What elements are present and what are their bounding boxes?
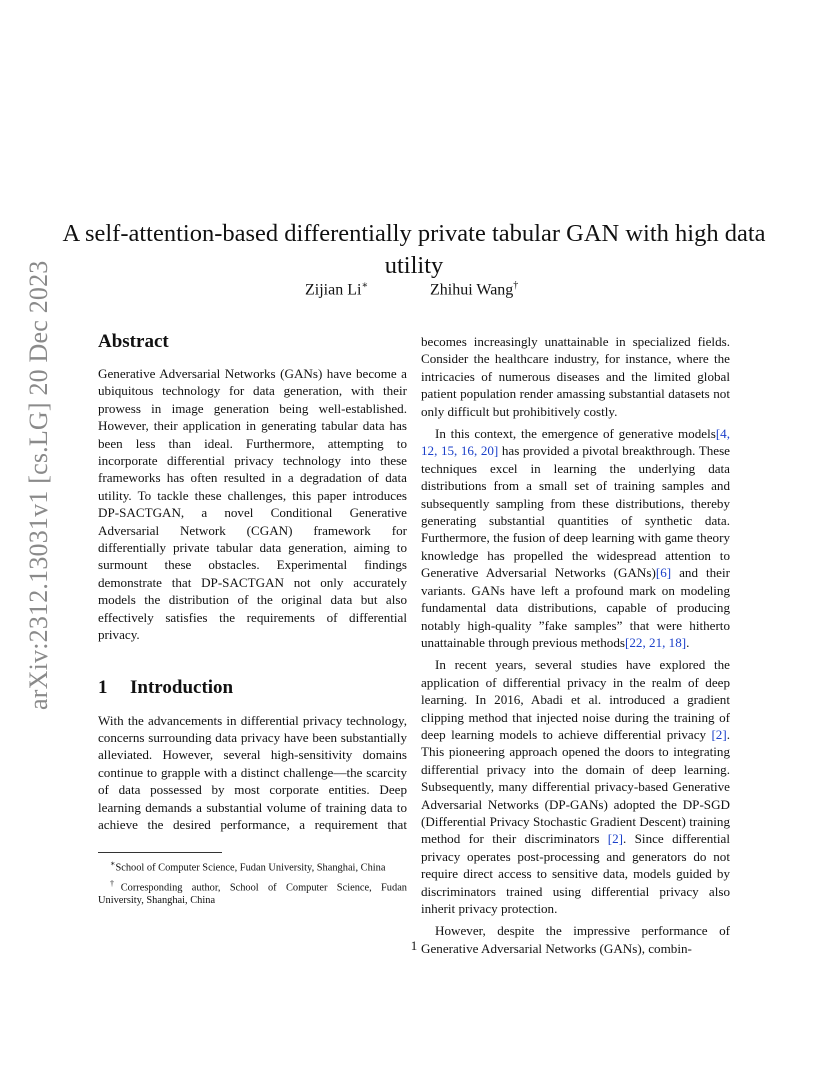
citation-link[interactable]: [2] [711, 726, 727, 742]
citation-link[interactable]: [22, 21, 18] [625, 634, 687, 650]
paragraph-text: has provided a pivotal breakthrough. These techniques excel in learning the underlying data distributions from a small set of training samples and subsequently sampling from these distributions, thereby generating substantial quantities of synthetic data. Furthermore, the fusion of deep learning with game theory knowledge has propelled the widespread attention to Generative Adversarial Networks (GANs) [421, 443, 730, 581]
author-list [0, 280, 828, 304]
abstract-text: Generative Adversarial Networks (GANs) have become a ubiquitous technology for data generation, with their prowess in image generation being well-established. However, their application in generating tabular data has been less than ideal. Furthermore, attempting to incorporate differential privacy technology into these frameworks has often resulted in a degradation of data utility. To tackle these challenges, this paper introduces DP-SACTGAN, a novel Conditional Generative Adversarial Network (CGAN) framework for differentially private tabular data generation, aiming to surmount these obstacles. Experimental findings demonstrate that DP-SACTGAN not only accurately models the distribution of the original data but also effectively satisfies the requirements of differential privacy. [98, 366, 407, 643]
citation-link[interactable]: [6] [655, 565, 672, 581]
author-1 [305, 280, 368, 299]
author-2 [430, 280, 518, 299]
author-name: Zijian Li [305, 281, 362, 299]
right-column [421, 333, 730, 957]
intro-paragraph-3 [421, 656, 730, 917]
author-footnote-mark: ∗ [361, 280, 369, 291]
arxiv-identifier: arXiv:2312.13031v1 [cs.LG] 20 Dec 2023 [24, 260, 53, 710]
citation-link[interactable]: [2] [607, 831, 624, 847]
footnote-mark: † [110, 878, 121, 888]
paragraph-text: and their variants. GANs have left a profound mark on modeling fundamental data distributions, capable of producing notably high-quality ”fake samples” that were hitherto unattainable through previous methods [421, 565, 730, 650]
author-footnote-mark: † [513, 280, 519, 291]
intro-paragraph-4: However, despite the impressive performance of Generative Adversarial Networks (GANs), combin- [421, 923, 730, 956]
footnote-1 [98, 857, 407, 875]
section-heading-introduction [98, 676, 407, 700]
abstract-heading: Abstract [98, 331, 169, 352]
page-number: 1 [410, 938, 418, 953]
paragraph-text: . This pioneering approach opened the doors to integrating differential privacy into the domain of deep learning. Subsequently, many differential privacy-based Generative Adversarial Networks (DP-GANs) adopted the DP-SGD (Differential Privacy Stochastic Gradient Descent) training method for their discriminators [421, 726, 730, 847]
paragraph-text: In this context, the emergence of generative models [435, 426, 716, 442]
footnote-divider [98, 852, 222, 853]
section-number: 1 [98, 676, 108, 698]
footnotes [98, 852, 407, 910]
citation-link[interactable]: [4, 12, 15, 16, 20] [421, 426, 730, 459]
footnote-mark: ∗ [110, 859, 116, 868]
intro-paragraph-1: With the advancements in differential privacy technology, concerns surrounding data privacy have been substantially alleviated. However, several high-sensitivity domains continue to grapple with a distinct challenge—the scarcity of data possessed by most corporate entities. Deep learning demands a substantial volume of training data to achieve the desired performance, a requirement that [98, 712, 407, 832]
intro-paragraph-1-continued: becomes increasingly unattainable in specialized fields. Consider the healthcare industry, for instance, where the intricacies of numerous diseases and the limited global patient population render amassing substantial datasets not only difficult but prohibitively costly. [421, 334, 730, 419]
footnote-2 [98, 877, 407, 908]
paper-title: A self-attention-based differentially private tabular GAN with high data utility [62, 220, 766, 280]
intro-paragraph-2 [421, 425, 730, 651]
footnote-text: Corresponding author, School of Computer Science, Fudan University, Shanghai, China [98, 882, 407, 907]
paragraph-text: . [686, 634, 690, 650]
left-column [98, 330, 407, 833]
section-title: Introduction [130, 676, 234, 698]
author-name: Zhihui Wang [430, 281, 514, 299]
paragraph-text: In recent years, several studies have explored the application of differential privacy in the realm of deep learning. In 2016, Abadi et al. introduced a gradient clipping method that injected noise during the training of deep learning models to achieve differential privacy [421, 657, 730, 742]
footnote-text: School of Computer Science, Fudan University, Shanghai, China [115, 862, 386, 874]
paragraph-text: . Since differential privacy operates post-processing and generators do not require direct access to sensitive data, models guided by discriminators trained using differential privacy also inherit privacy protection. [421, 831, 730, 916]
